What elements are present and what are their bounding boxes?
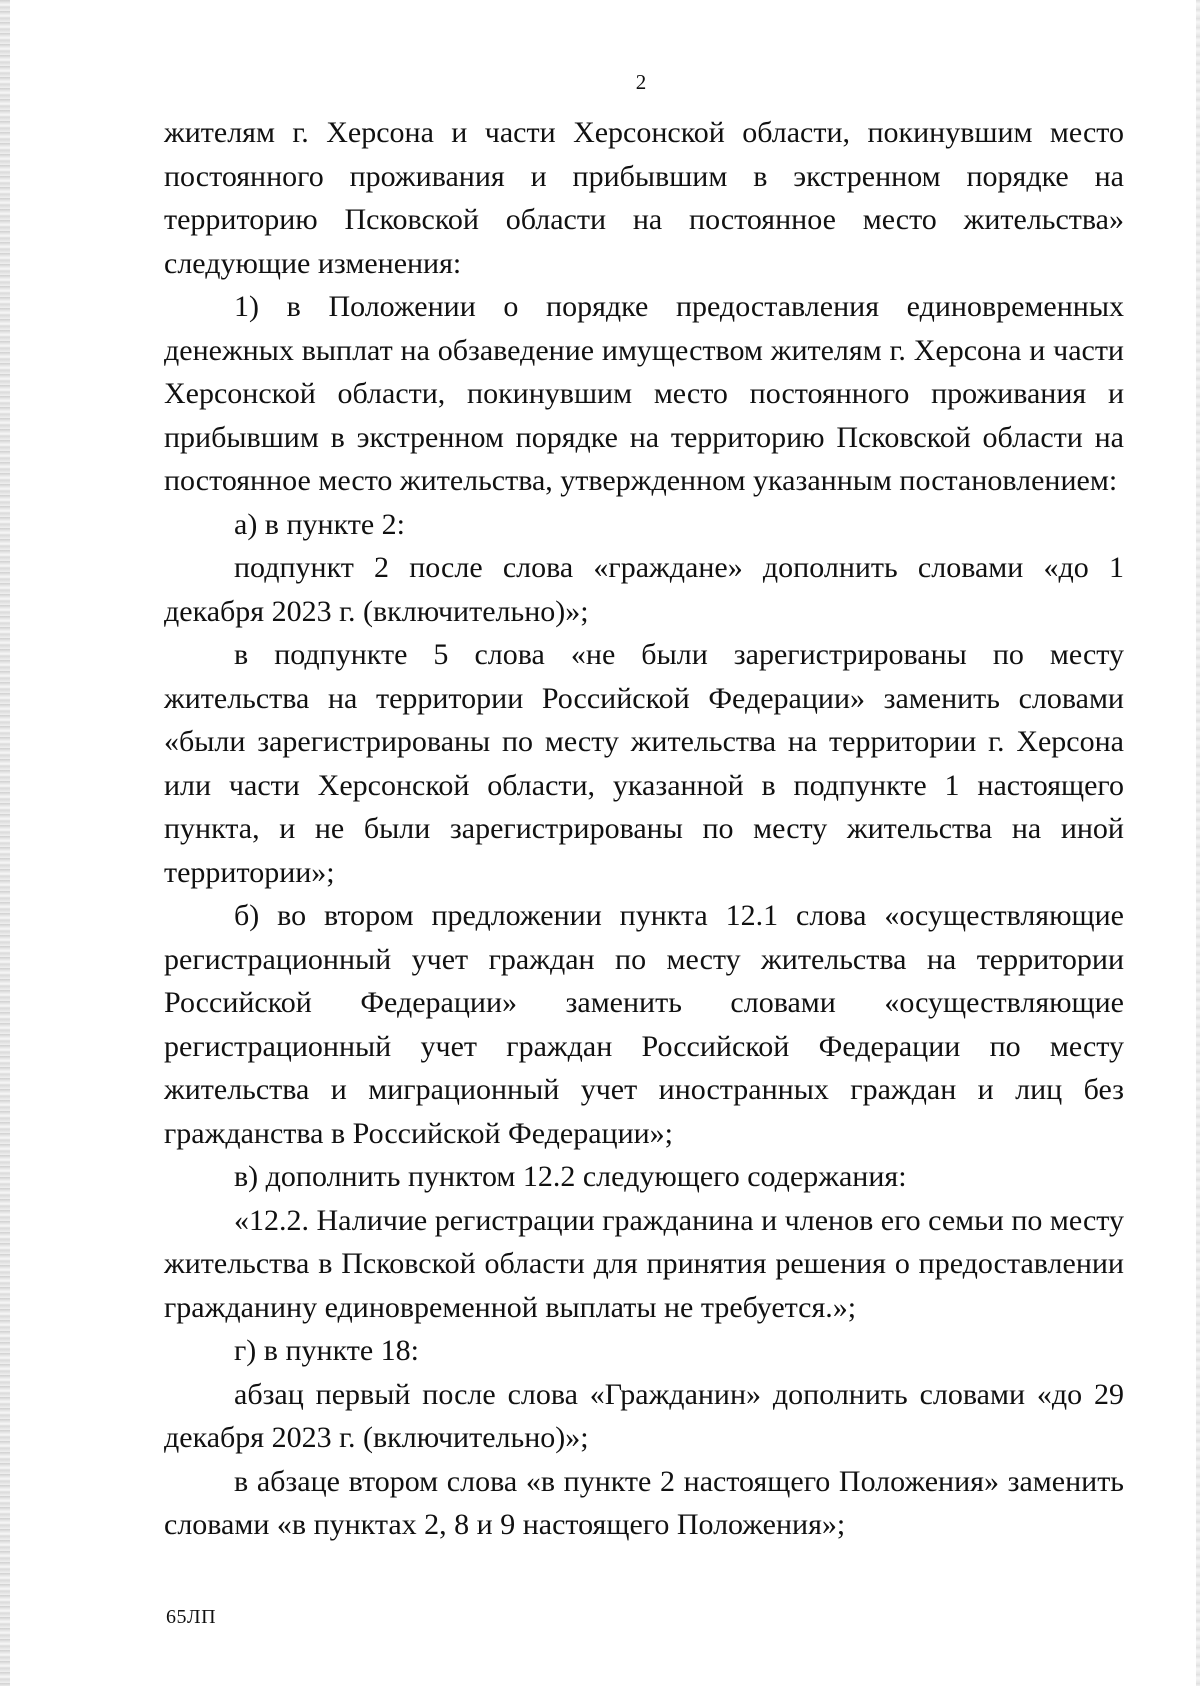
paragraph-point-12-2: «12.2. Наличие регистрации гражданина и членов его семьи по месту жительства в Псковской области для принятия решения о предоставлении гражданину единовременной выплаты не требуется.»; xyxy=(164,1203,1124,1324)
footer-document-code: 65ЛП xyxy=(166,1606,217,1628)
scan-edge-right xyxy=(1196,0,1200,1686)
paragraph-subpoint-2: подпункт 2 после слова «граждане» дополнить словами «до 1 декабря 2023 г. (включительно)»; xyxy=(164,551,1124,628)
paragraph-abzac-first: абзац первый после слова «Гражданин» дополнить словами «до 29 декабря 2023 г. (включительно)»; xyxy=(164,1377,1124,1454)
document-body xyxy=(164,111,1124,1547)
paragraph-subitem-b: б) во втором предложении пункта 12.1 слова «осуществляющие регистрационный учет граждан по месту жительства на территории Российской Федерации» заменить словами «осуществляющие регистрационный учет граждан Российской Федерации по месту жительства и миграционный учет иностранных граждан и лиц без гражданства в Российской Федерации»; xyxy=(164,899,1124,1150)
scan-edge-left xyxy=(0,0,10,1686)
paragraph-subpoint-5: в подпункте 5 слова «не были зарегистрированы по месту жительства на территории Российской Федерации» заменить словами «были зарегистрированы по месту жительства на территории г. Херсона или части Херсонской области, указанной в подпункте 1 настоящего пункта, и не были зарегистрированы по месту жительства на иной территории»; xyxy=(164,638,1124,889)
paragraph-item-1: 1) в Положении о порядке предоставления единовременных денежных выплат на обзаведение имуществом жителям г. Херсона и части Херсонской области, покинувшим место постоянного проживания и прибывшим в экстренном порядке на территорию Псковской области на постоянное место жительства, утвержденном указанным постановлением: xyxy=(164,290,1124,497)
paragraph-intro-continuation: жителям г. Херсона и части Херсонской области, покинувшим место постоянного проживания и прибывшим в экстренном порядке на территорию Псковской области на постоянное место жительства» следующие изменения: xyxy=(164,116,1124,280)
paragraph-subitem-g: г) в пункте 18: xyxy=(234,1334,420,1367)
paragraph-subitem-a: а) в пункте 2: xyxy=(234,507,406,541)
paragraph-subitem-v: в) дополнить пунктом 12.2 следующего содержания: xyxy=(234,1160,907,1193)
page-number: 2 xyxy=(635,70,647,94)
paragraph-abzac-second: в абзаце втором слова «в пункте 2 настоящего Положения» заменить словами «в пунктах 2, 8 и 9 настоящего Положения»; xyxy=(164,1464,1124,1541)
